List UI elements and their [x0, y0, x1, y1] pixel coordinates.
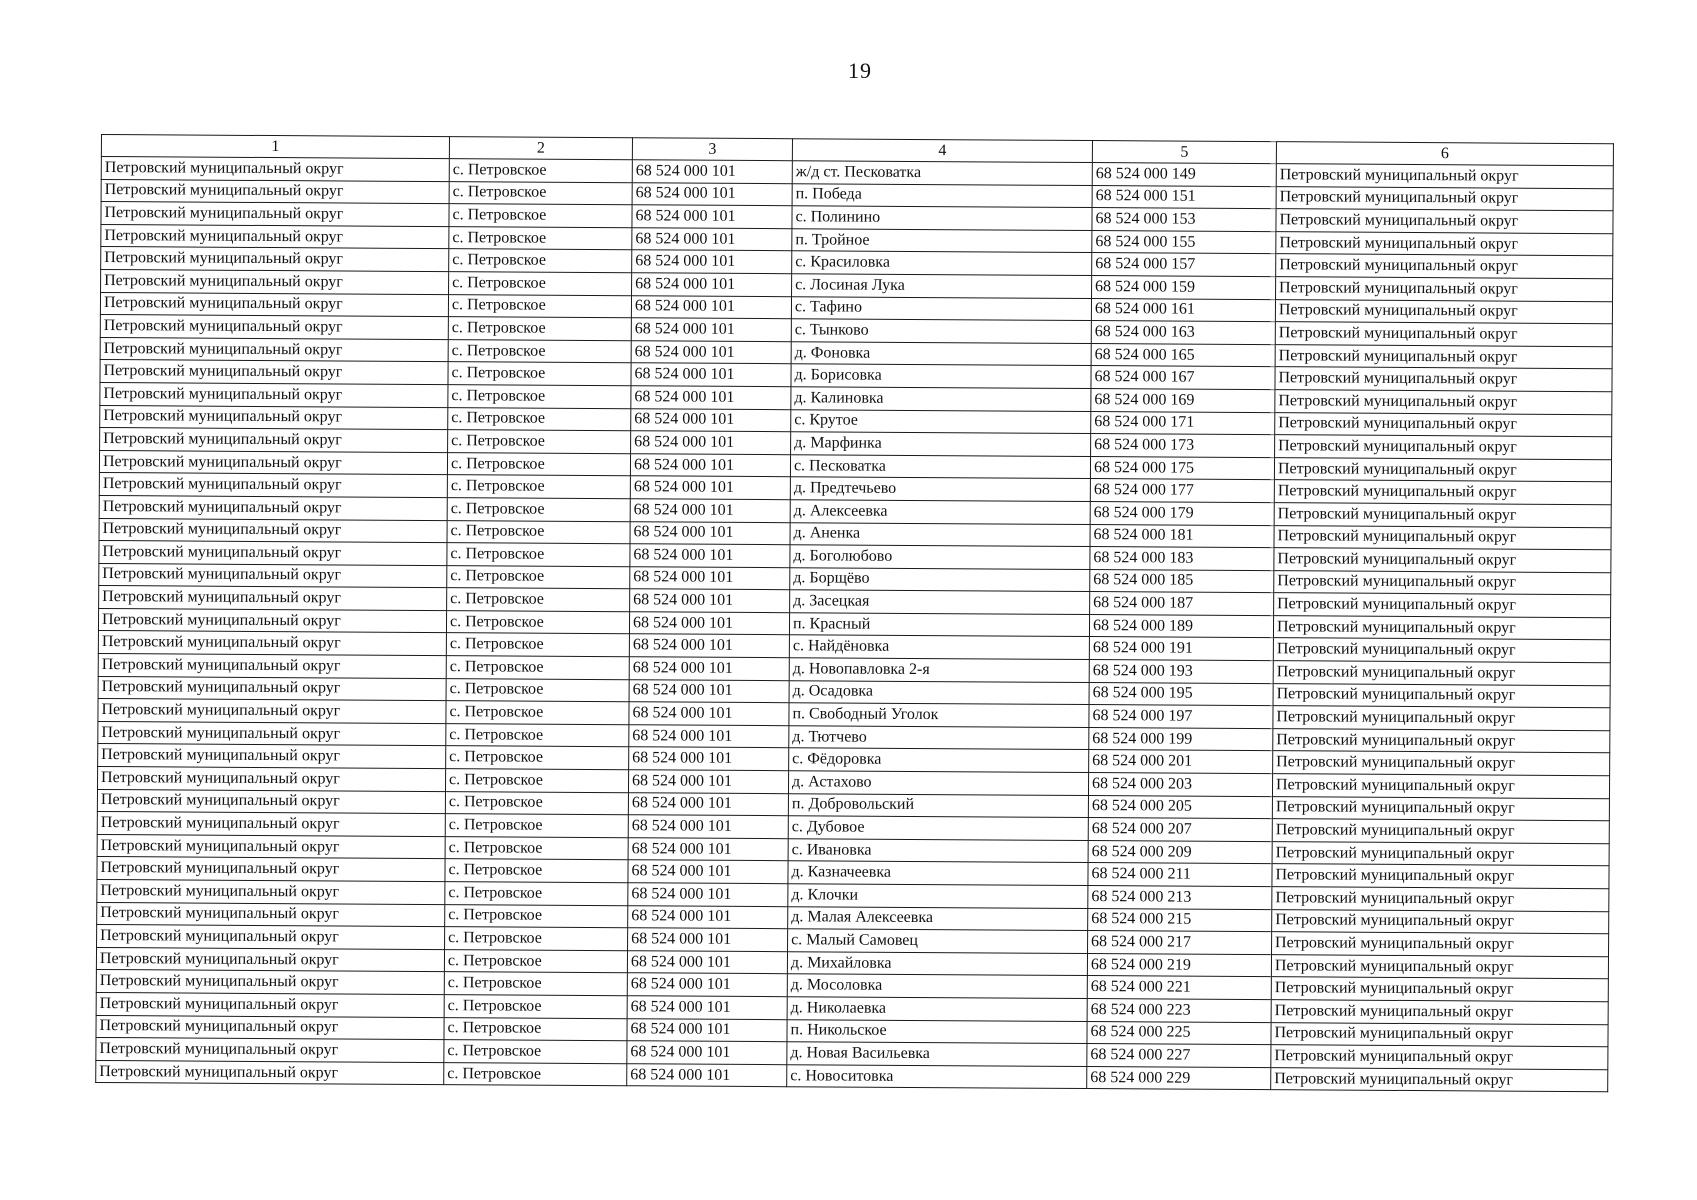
settlement-code-cell: 68 524 000 163: [1091, 321, 1275, 345]
settlement-code-cell: 68 524 000 195: [1089, 682, 1273, 706]
district-cell: Петровский муниципальный округ: [1271, 1045, 1608, 1070]
admin-center-cell: с. Петровское: [449, 272, 632, 296]
district-cell: Петровский муниципальный округ: [1275, 412, 1612, 437]
settlement-cell: д. Предтечьево: [790, 477, 1090, 501]
admin-center-code-cell: 68 524 000 101: [631, 318, 791, 342]
admin-center-code-cell: 68 524 000 101: [631, 295, 791, 319]
admin-center-code-cell: 68 524 000 101: [630, 521, 790, 545]
settlement-code-cell: 68 524 000 217: [1088, 931, 1272, 955]
admin-center-cell: с. Петровское: [447, 520, 630, 544]
municipality-cell: Петровский муниципальный округ: [96, 1015, 444, 1040]
admin-center-cell: с. Петровское: [446, 610, 629, 634]
admin-center-code-cell: 68 524 000 101: [632, 273, 792, 297]
district-cell: Петровский муниципальный округ: [1272, 887, 1609, 912]
admin-center-code-cell: 68 524 000 101: [630, 476, 790, 500]
district-cell: Петровский муниципальный округ: [1272, 796, 1609, 821]
admin-center-code-cell: 68 524 000 101: [630, 589, 790, 613]
settlement-cell: д. Калиновка: [791, 387, 1091, 411]
municipality-cell: Петровский муниципальный округ: [99, 518, 447, 543]
settlement-code-cell: 68 524 000 191: [1089, 637, 1273, 661]
admin-center-code-cell: 68 524 000 101: [627, 1041, 787, 1065]
admin-center-cell: с. Петровское: [448, 362, 631, 386]
settlement-cell: д. Алексеевка: [790, 500, 1090, 524]
settlement-code-cell: 68 524 000 207: [1088, 818, 1272, 842]
municipality-cell: Петровский муниципальный округ: [101, 202, 449, 227]
admin-center-cell: с. Петровское: [445, 882, 628, 906]
admin-center-cell: с. Петровское: [449, 249, 632, 273]
admin-center-cell: с. Петровское: [445, 927, 628, 951]
district-cell: Петровский муниципальный округ: [1272, 909, 1609, 934]
column-header-4: 4: [792, 139, 1092, 163]
admin-center-cell: с. Петровское: [448, 430, 631, 454]
settlement-cell: ж/д ст. Песковатка: [792, 161, 1092, 185]
column-header-5: 5: [1092, 141, 1276, 164]
settlement-cell: п. Никольское: [787, 1019, 1087, 1043]
settlement-cell: с. Крутое: [791, 409, 1091, 433]
settlement-code-cell: 68 524 000 161: [1091, 298, 1275, 322]
municipality-cell: Петровский муниципальный округ: [100, 315, 448, 340]
district-cell: Петровский муниципальный округ: [1271, 1067, 1608, 1092]
settlements-table: [95, 134, 1614, 1093]
district-cell: Петровский муниципальный округ: [1274, 525, 1611, 550]
district-cell: Петровский муниципальный округ: [1276, 231, 1613, 256]
admin-center-cell: с. Петровское: [445, 769, 628, 793]
municipality-cell: Петровский муниципальный округ: [99, 586, 447, 611]
municipality-cell: Петровский муниципальный округ: [96, 1060, 444, 1085]
district-cell: Петровский муниципальный округ: [1271, 1000, 1608, 1025]
district-cell: Петровский муниципальный округ: [1273, 661, 1610, 686]
municipality-cell: Петровский муниципальный округ: [100, 292, 448, 317]
settlement-code-cell: 68 524 000 179: [1090, 501, 1274, 525]
admin-center-cell: с. Петровское: [447, 543, 630, 567]
municipality-cell: Петровский муниципальный округ: [96, 992, 444, 1017]
admin-center-cell: с. Петровское: [448, 339, 631, 363]
municipality-cell: Петровский муниципальный округ: [101, 179, 449, 204]
settlement-cell: д. Борисовка: [791, 364, 1091, 388]
district-cell: Петровский муниципальный округ: [1274, 503, 1611, 528]
table-body: [96, 157, 1614, 1093]
district-cell: Петровский муниципальный округ: [1274, 457, 1611, 482]
column-header-3: 3: [632, 138, 792, 161]
settlement-cell: д. Мосоловка: [787, 974, 1087, 998]
admin-center-cell: с. Петровское: [448, 385, 631, 409]
municipality-cell: Петровский муниципальный округ: [101, 157, 449, 182]
settlement-code-cell: 68 524 000 165: [1091, 343, 1275, 367]
settlement-cell: с. Ивановка: [788, 839, 1088, 863]
settlement-cell: д. Марфинка: [791, 432, 1091, 456]
settlement-code-cell: 68 524 000 187: [1090, 592, 1274, 616]
settlement-cell: с. Малый Самовец: [788, 929, 1088, 953]
admin-center-code-cell: 68 524 000 101: [628, 792, 788, 816]
municipality-cell: Петровский муниципальный округ: [97, 925, 445, 950]
settlement-code-cell: 68 524 000 209: [1088, 840, 1272, 864]
settlement-code-cell: 68 524 000 151: [1092, 185, 1276, 209]
municipality-cell: Петровский муниципальный округ: [97, 857, 445, 882]
settlement-cell: с. Песковатка: [790, 454, 1090, 478]
settlement-cell: д. Тютчево: [789, 726, 1089, 750]
settlement-cell: с. Тынково: [791, 319, 1091, 343]
municipality-cell: Петровский муниципальный округ: [100, 360, 448, 385]
admin-center-code-cell: 68 524 000 101: [632, 228, 792, 252]
settlement-cell: д. Боголюбово: [790, 545, 1090, 569]
admin-center-code-cell: 68 524 000 101: [629, 702, 789, 726]
admin-center-cell: с. Петровское: [447, 498, 630, 522]
admin-center-cell: с. Петровское: [444, 995, 627, 1019]
settlement-code-cell: 68 524 000 225: [1087, 1021, 1271, 1045]
settlement-code-cell: 68 524 000 227: [1087, 1044, 1271, 1068]
admin-center-cell: с. Петровское: [444, 1040, 627, 1064]
municipality-cell: Петровский муниципальный округ: [100, 382, 448, 407]
admin-center-cell: с. Петровское: [444, 1017, 627, 1041]
district-cell: Петровский муниципальный округ: [1275, 299, 1612, 324]
settlement-code-cell: 68 524 000 169: [1091, 388, 1275, 412]
admin-center-code-cell: 68 524 000 101: [628, 815, 788, 839]
municipality-cell: Петровский муниципальный округ: [99, 473, 447, 498]
admin-center-code-cell: 68 524 000 101: [630, 544, 790, 568]
district-cell: Петровский муниципальный округ: [1276, 186, 1613, 211]
municipality-cell: Петровский муниципальный округ: [96, 947, 444, 972]
municipality-cell: Петровский муниципальный округ: [99, 450, 447, 475]
district-cell: Петровский муниципальный округ: [1275, 344, 1612, 369]
municipality-cell: Петровский муниципальный округ: [97, 834, 445, 859]
admin-center-cell: с. Петровское: [444, 1062, 627, 1086]
settlement-code-cell: 68 524 000 149: [1092, 163, 1276, 187]
district-cell: Петровский муниципальный округ: [1276, 277, 1613, 302]
district-cell: Петровский муниципальный округ: [1275, 435, 1612, 460]
settlement-cell: п. Добровольский: [788, 793, 1088, 817]
municipality-cell: Петровский муниципальный округ: [98, 676, 446, 701]
settlement-code-cell: 68 524 000 185: [1090, 569, 1274, 593]
district-cell: Петровский муниципальный округ: [1275, 322, 1612, 347]
admin-center-cell: с. Петровское: [446, 633, 629, 657]
settlement-code-cell: 68 524 000 223: [1087, 999, 1271, 1023]
district-cell: Петровский муниципальный округ: [1273, 638, 1610, 663]
admin-center-code-cell: 68 524 000 101: [627, 1063, 787, 1087]
admin-center-code-cell: 68 524 000 101: [629, 612, 789, 636]
district-cell: Петровский муниципальный округ: [1273, 729, 1610, 754]
settlement-cell: д. Михайловка: [787, 951, 1087, 975]
district-cell: Петровский муниципальный округ: [1276, 209, 1613, 234]
settlement-code-cell: 68 524 000 157: [1092, 253, 1276, 277]
municipality-cell: Петровский муниципальный округ: [98, 631, 446, 656]
admin-center-cell: с. Петровское: [445, 859, 628, 883]
district-cell: Петровский муниципальный округ: [1274, 480, 1611, 505]
settlement-code-cell: 68 524 000 215: [1088, 908, 1272, 932]
admin-center-code-cell: 68 524 000 101: [630, 453, 790, 477]
admin-center-code-cell: 68 524 000 101: [628, 928, 788, 952]
admin-center-code-cell: 68 524 000 101: [627, 973, 787, 997]
admin-center-cell: с. Петровское: [445, 836, 628, 860]
settlement-code-cell: 68 524 000 221: [1087, 976, 1271, 1000]
admin-center-code-cell: 68 524 000 101: [631, 431, 791, 455]
district-cell: Петровский муниципальный округ: [1271, 1022, 1608, 1047]
settlement-cell: д. Астахово: [788, 771, 1088, 795]
settlement-cell: с. Лосиная Лука: [792, 274, 1092, 298]
admin-center-code-cell: 68 524 000 101: [629, 725, 789, 749]
settlement-code-cell: 68 524 000 201: [1089, 750, 1273, 774]
settlement-cell: п. Тройное: [792, 229, 1092, 253]
municipality-cell: Петровский муниципальный округ: [101, 247, 449, 272]
settlement-cell: д. Новопавловка 2-я: [789, 658, 1089, 682]
settlement-cell: с. Тафино: [791, 296, 1091, 320]
admin-center-code-cell: 68 524 000 101: [630, 499, 790, 523]
admin-center-cell: с. Петровское: [447, 588, 630, 612]
district-cell: Петровский муниципальный округ: [1271, 977, 1608, 1002]
admin-center-code-cell: 68 524 000 101: [629, 657, 789, 681]
column-header-1: 1: [101, 135, 449, 159]
settlement-cell: д. Новая Васильевка: [787, 1042, 1087, 1066]
settlement-cell: д. Фоновка: [791, 341, 1091, 365]
district-cell: Петровский муниципальный округ: [1274, 593, 1611, 618]
municipality-cell: Петровский муниципальный округ: [98, 721, 446, 746]
admin-center-code-cell: 68 524 000 101: [629, 747, 789, 771]
admin-center-cell: с. Петровское: [448, 407, 631, 431]
settlement-code-cell: 68 524 000 175: [1090, 456, 1274, 480]
settlement-code-cell: 68 524 000 229: [1087, 1066, 1271, 1090]
admin-center-cell: с. Петровское: [445, 904, 628, 928]
admin-center-cell: с. Петровское: [448, 294, 631, 318]
settlement-cell: д. Аненка: [790, 522, 1090, 546]
settlement-code-cell: 68 524 000 205: [1088, 795, 1272, 819]
settlement-cell: с. Дубовое: [788, 816, 1088, 840]
settlement-cell: д. Борщёво: [790, 567, 1090, 591]
admin-center-cell: с. Петровское: [445, 814, 628, 838]
municipality-cell: Петровский муниципальный округ: [99, 541, 447, 566]
admin-center-cell: с. Петровское: [446, 746, 629, 770]
settlement-code-cell: 68 524 000 199: [1089, 727, 1273, 751]
district-cell: Петровский муниципальный округ: [1274, 570, 1611, 595]
admin-center-cell: с. Петровское: [447, 565, 630, 589]
settlement-code-cell: 68 524 000 189: [1089, 614, 1273, 638]
admin-center-cell: с. Петровское: [446, 656, 629, 680]
admin-center-cell: с. Петровское: [447, 452, 630, 476]
admin-center-code-cell: 68 524 000 101: [631, 363, 791, 387]
settlement-cell: д. Клочки: [788, 884, 1088, 908]
settlement-cell: п. Красный: [789, 613, 1089, 637]
settlement-code-cell: 68 524 000 167: [1091, 366, 1275, 390]
admin-center-cell: с. Петровское: [448, 317, 631, 341]
admin-center-cell: с. Петровское: [444, 949, 627, 973]
admin-center-cell: с. Петровское: [445, 791, 628, 815]
admin-center-cell: с. Петровское: [449, 226, 632, 250]
district-cell: Петровский муниципальный округ: [1276, 254, 1613, 279]
municipality-cell: Петровский муниципальный округ: [96, 1038, 444, 1063]
admin-center-code-cell: 68 524 000 101: [628, 838, 788, 862]
municipality-cell: Петровский муниципальный округ: [101, 224, 449, 249]
settlement-code-cell: 68 524 000 219: [1087, 953, 1271, 977]
municipality-cell: Петровский муниципальный округ: [98, 699, 446, 724]
admin-center-code-cell: 68 524 000 101: [632, 160, 792, 184]
settlement-cell: д. Малая Алексеевка: [788, 906, 1088, 930]
municipality-cell: Петровский муниципальный округ: [98, 654, 446, 679]
district-cell: Петровский муниципальный округ: [1272, 932, 1609, 957]
municipality-cell: Петровский муниципальный округ: [100, 428, 448, 453]
settlement-cell: д. Осадовка: [789, 680, 1089, 704]
admin-center-code-cell: 68 524 000 101: [629, 634, 789, 658]
admin-center-code-cell: 68 524 000 101: [631, 386, 791, 410]
admin-center-code-cell: 68 524 000 101: [628, 905, 788, 929]
municipality-cell: Петровский муниципальный округ: [101, 269, 449, 294]
district-cell: Петровский муниципальный округ: [1275, 390, 1612, 415]
admin-center-code-cell: 68 524 000 101: [627, 951, 787, 975]
admin-center-code-cell: 68 524 000 101: [628, 883, 788, 907]
settlement-cell: д. Засецкая: [790, 590, 1090, 614]
district-cell: Петровский муниципальный округ: [1275, 367, 1612, 392]
admin-center-code-cell: 68 524 000 101: [632, 205, 792, 229]
municipality-cell: Петровский муниципальный округ: [100, 337, 448, 362]
page-number: 19: [848, 58, 872, 83]
settlement-code-cell: 68 524 000 159: [1092, 276, 1276, 300]
settlement-code-cell: 68 524 000 211: [1088, 863, 1272, 887]
admin-center-code-cell: 68 524 000 101: [628, 860, 788, 884]
district-cell: Петровский муниципальный округ: [1273, 706, 1610, 731]
district-cell: Петровский муниципальный округ: [1272, 819, 1609, 844]
district-cell: Петровский муниципальный округ: [1276, 164, 1613, 189]
admin-center-cell: с. Петровское: [449, 181, 632, 205]
admin-center-code-cell: 68 524 000 101: [628, 770, 788, 794]
district-cell: Петровский муниципальный округ: [1273, 751, 1610, 776]
settlement-code-cell: 68 524 000 197: [1089, 705, 1273, 729]
admin-center-code-cell: 68 524 000 101: [632, 182, 792, 206]
settlement-code-cell: 68 524 000 173: [1091, 434, 1275, 458]
district-cell: Петровский муниципальный округ: [1273, 616, 1610, 641]
settlement-cell: с. Фёдоровка: [789, 748, 1089, 772]
admin-center-code-cell: 68 524 000 101: [631, 408, 791, 432]
admin-center-code-cell: 68 524 000 101: [629, 679, 789, 703]
admin-center-code-cell: 68 524 000 101: [631, 340, 791, 364]
municipality-cell: Петровский муниципальный округ: [98, 744, 446, 769]
municipality-cell: Петровский муниципальный округ: [97, 812, 445, 837]
municipality-cell: Петровский муниципальный округ: [99, 495, 447, 520]
admin-center-cell: с. Петровское: [444, 972, 627, 996]
admin-center-cell: с. Петровское: [447, 475, 630, 499]
settlement-cell: с. Найдёновка: [789, 635, 1089, 659]
district-cell: Петровский муниципальный округ: [1272, 841, 1609, 866]
settlement-code-cell: 68 524 000 171: [1091, 411, 1275, 435]
settlement-cell: д. Казначеевка: [788, 861, 1088, 885]
admin-center-cell: с. Петровское: [446, 723, 629, 747]
district-cell: Петровский муниципальный округ: [1272, 774, 1609, 799]
municipality-cell: Петровский муниципальный округ: [99, 563, 447, 588]
settlement-cell: п. Победа: [792, 183, 1092, 207]
settlement-code-cell: 68 524 000 203: [1088, 773, 1272, 797]
settlement-cell: п. Свободный Уголок: [789, 703, 1089, 727]
admin-center-cell: с. Петровское: [446, 701, 629, 725]
settlement-cell: с. Красиловка: [792, 251, 1092, 275]
settlement-code-cell: 68 524 000 155: [1092, 230, 1276, 254]
settlement-code-cell: 68 524 000 181: [1090, 524, 1274, 548]
settlement-code-cell: 68 524 000 153: [1092, 208, 1276, 232]
admin-center-code-cell: 68 524 000 101: [632, 250, 792, 274]
admin-center-code-cell: 68 524 000 101: [627, 1018, 787, 1042]
admin-center-cell: с. Петровское: [446, 678, 629, 702]
settlement-cell: с. Новоситовка: [787, 1064, 1087, 1088]
column-header-6: 6: [1276, 142, 1613, 166]
municipality-cell: Петровский муниципальный округ: [97, 767, 445, 792]
settlement-code-cell: 68 524 000 213: [1088, 886, 1272, 910]
district-cell: Петровский муниципальный округ: [1272, 864, 1609, 889]
district-cell: Петровский муниципальный округ: [1273, 683, 1610, 708]
municipality-cell: Петровский муниципальный округ: [97, 789, 445, 814]
settlement-code-cell: 68 524 000 177: [1090, 479, 1274, 503]
district-cell: Петровский муниципальный округ: [1271, 954, 1608, 979]
admin-center-cell: с. Петровское: [449, 204, 632, 228]
municipality-cell: Петровский муниципальный округ: [100, 405, 448, 430]
settlement-code-cell: 68 524 000 183: [1090, 547, 1274, 571]
municipality-cell: Петровский муниципальный округ: [97, 902, 445, 927]
admin-center-cell: с. Петровское: [449, 159, 632, 183]
settlement-code-cell: 68 524 000 193: [1089, 660, 1273, 684]
municipality-cell: Петровский муниципальный округ: [96, 970, 444, 995]
district-cell: Петровский муниципальный округ: [1274, 548, 1611, 573]
admin-center-code-cell: 68 524 000 101: [630, 566, 790, 590]
settlement-cell: д. Николаевка: [787, 997, 1087, 1021]
column-header-2: 2: [449, 137, 632, 160]
settlement-cell: с. Полинино: [792, 206, 1092, 230]
admin-center-code-cell: 68 524 000 101: [627, 996, 787, 1020]
municipality-cell: Петровский муниципальный округ: [97, 879, 445, 904]
municipality-cell: Петровский муниципальный округ: [98, 608, 446, 633]
